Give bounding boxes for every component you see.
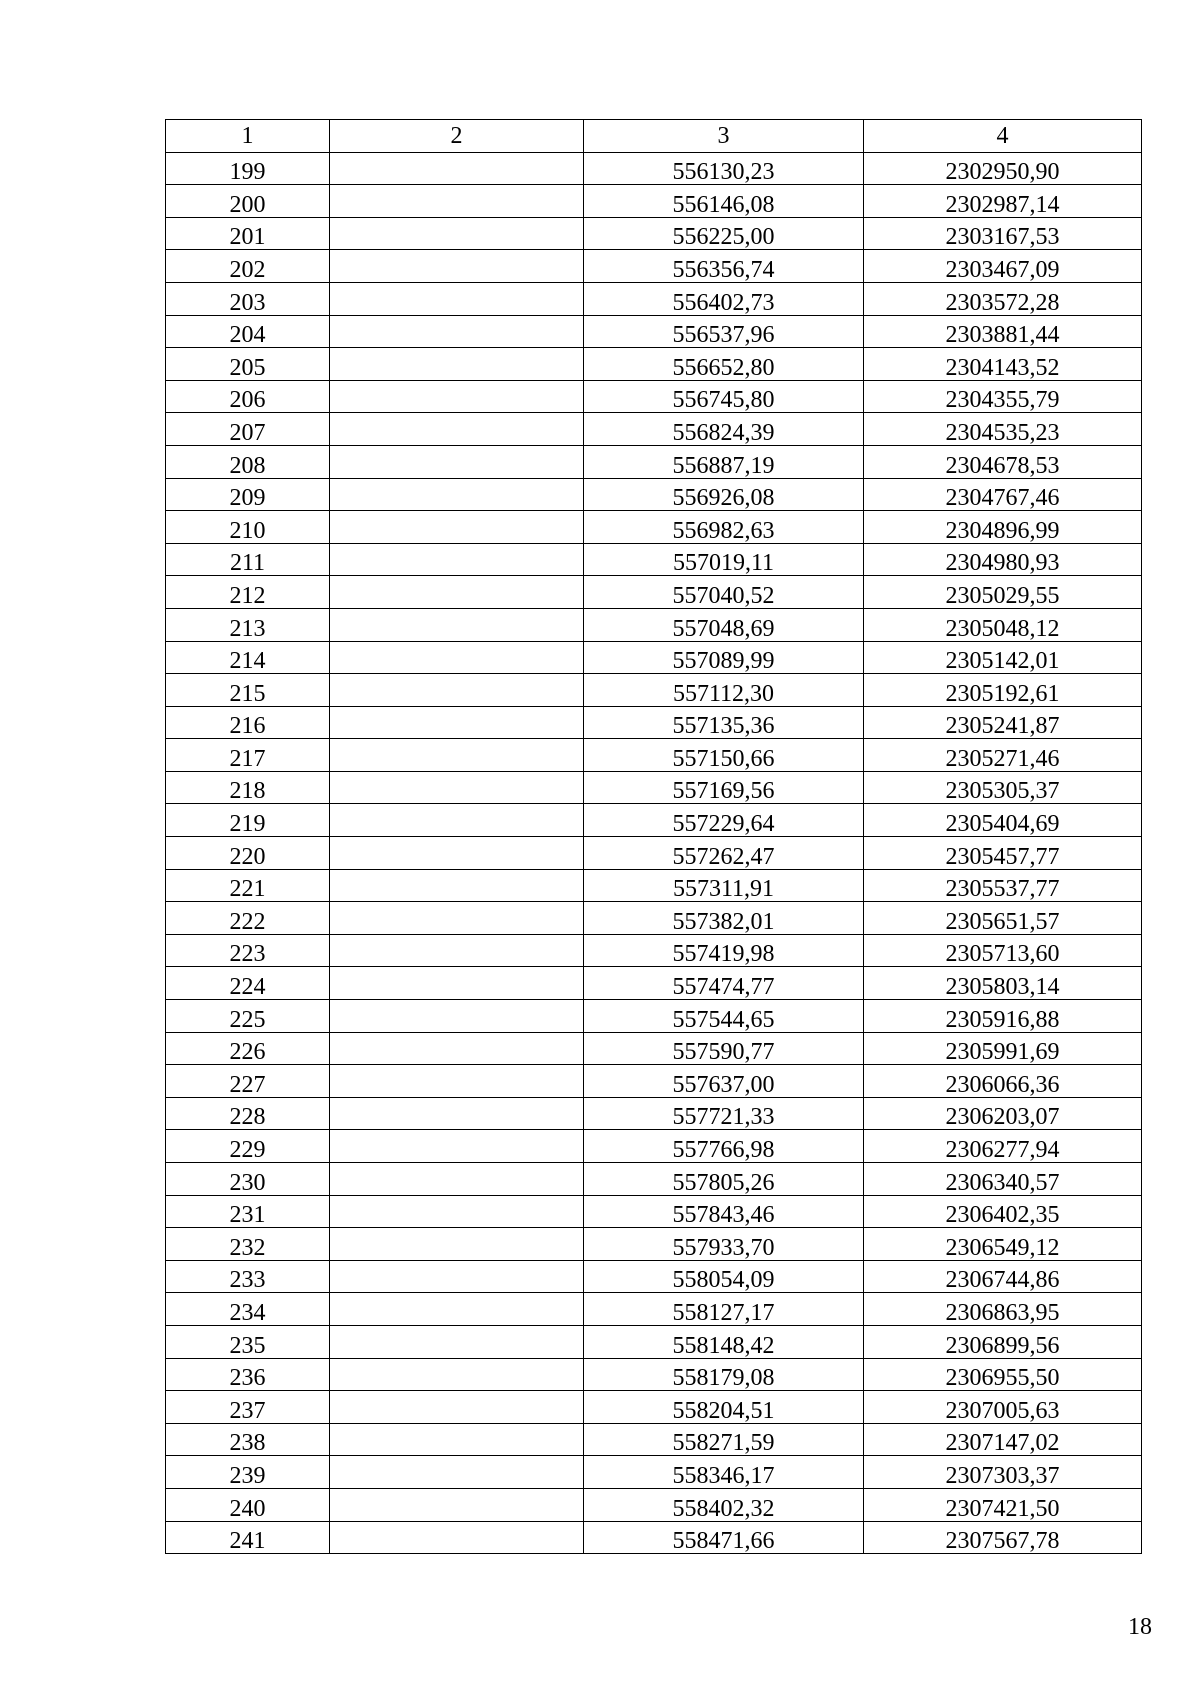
point-number-cell: 205 [166,348,330,381]
page-number: 18 [1128,1614,1152,1640]
y-coordinate-cell: 2304535,23 [864,413,1142,446]
y-coordinate-cell: 2307303,37 [864,1456,1142,1489]
x-coordinate-cell: 557933,70 [584,1228,864,1261]
empty-cell [330,511,584,544]
table-row [166,869,1142,902]
y-coordinate-cell: 2307005,63 [864,1391,1142,1424]
x-coordinate-cell: 556225,00 [584,217,864,250]
x-coordinate-cell: 557019,11 [584,543,864,576]
column-header-1: 1 [166,120,330,153]
x-coordinate-cell: 557544,65 [584,1000,864,1033]
empty-cell [330,1260,584,1293]
point-number-cell: 212 [166,576,330,609]
empty-cell [330,706,584,739]
table-row [166,1293,1142,1326]
x-coordinate-cell: 556745,80 [584,380,864,413]
x-coordinate-cell: 556537,96 [584,315,864,348]
empty-cell [330,1358,584,1391]
table-row [166,1097,1142,1130]
empty-cell [330,413,584,446]
y-coordinate-cell: 2305271,46 [864,739,1142,772]
empty-cell [330,152,584,185]
table-row [166,1032,1142,1065]
empty-cell [330,185,584,218]
column-header-4: 4 [864,120,1142,153]
y-coordinate-cell: 2306955,50 [864,1358,1142,1391]
empty-cell [330,1391,584,1424]
empty-cell [330,739,584,772]
x-coordinate-cell: 556356,74 [584,250,864,283]
empty-cell [330,934,584,967]
table-row [166,739,1142,772]
point-number-cell: 230 [166,1163,330,1196]
point-number-cell: 208 [166,445,330,478]
y-coordinate-cell: 2304896,99 [864,511,1142,544]
y-coordinate-cell: 2303572,28 [864,282,1142,315]
x-coordinate-cell: 557135,36 [584,706,864,739]
x-coordinate-cell: 558346,17 [584,1456,864,1489]
y-coordinate-cell: 2302987,14 [864,185,1142,218]
y-coordinate-cell: 2305241,87 [864,706,1142,739]
point-number-cell: 207 [166,413,330,446]
point-number-cell: 213 [166,608,330,641]
y-coordinate-cell: 2307567,78 [864,1521,1142,1554]
x-coordinate-cell: 558271,59 [584,1423,864,1456]
y-coordinate-cell: 2307421,50 [864,1488,1142,1521]
point-number-cell: 214 [166,641,330,674]
x-coordinate-cell: 557048,69 [584,608,864,641]
point-number-cell: 238 [166,1423,330,1456]
x-coordinate-cell: 557419,98 [584,934,864,967]
table-row [166,185,1142,218]
table-row [166,1325,1142,1358]
empty-cell [330,771,584,804]
empty-cell [330,869,584,902]
y-coordinate-cell: 2306744,86 [864,1260,1142,1293]
empty-cell [330,1293,584,1326]
point-number-cell: 228 [166,1097,330,1130]
table-header-row [166,120,1142,153]
y-coordinate-cell: 2305142,01 [864,641,1142,674]
empty-cell [330,837,584,870]
point-number-cell: 204 [166,315,330,348]
table-row [166,315,1142,348]
point-number-cell: 216 [166,706,330,739]
point-number-cell: 215 [166,674,330,707]
y-coordinate-cell: 2306277,94 [864,1130,1142,1163]
x-coordinate-cell: 557474,77 [584,967,864,1000]
coordinates-table [165,119,1142,1554]
table-row [166,1195,1142,1228]
empty-cell [330,1195,584,1228]
x-coordinate-cell: 557721,33 [584,1097,864,1130]
y-coordinate-cell: 2305991,69 [864,1032,1142,1065]
table-row [166,1065,1142,1098]
empty-cell [330,1521,584,1554]
empty-cell [330,1032,584,1065]
empty-cell [330,902,584,935]
table-row [166,1130,1142,1163]
empty-cell [330,674,584,707]
point-number-cell: 231 [166,1195,330,1228]
empty-cell [330,1097,584,1130]
empty-cell [330,1228,584,1261]
y-coordinate-cell: 2305713,60 [864,934,1142,967]
point-number-cell: 217 [166,739,330,772]
point-number-cell: 224 [166,967,330,1000]
point-number-cell: 223 [166,934,330,967]
column-header-2: 2 [330,120,584,153]
y-coordinate-cell: 2305404,69 [864,804,1142,837]
empty-cell [330,804,584,837]
point-number-cell: 241 [166,1521,330,1554]
table-row [166,641,1142,674]
table-row [166,674,1142,707]
point-number-cell: 232 [166,1228,330,1261]
table-row [166,511,1142,544]
table-row [166,1423,1142,1456]
x-coordinate-cell: 557150,66 [584,739,864,772]
x-coordinate-cell: 556130,23 [584,152,864,185]
x-coordinate-cell: 556652,80 [584,348,864,381]
y-coordinate-cell: 2303467,09 [864,250,1142,283]
y-coordinate-cell: 2304355,79 [864,380,1142,413]
empty-cell [330,217,584,250]
table-row [166,934,1142,967]
x-coordinate-cell: 557843,46 [584,1195,864,1228]
column-header-3: 3 [584,120,864,153]
table-row [166,576,1142,609]
empty-cell [330,478,584,511]
empty-cell [330,1000,584,1033]
point-number-cell: 227 [166,1065,330,1098]
x-coordinate-cell: 557382,01 [584,902,864,935]
table-row [166,902,1142,935]
x-coordinate-cell: 556926,08 [584,478,864,511]
empty-cell [330,1163,584,1196]
x-coordinate-cell: 558204,51 [584,1391,864,1424]
table-row [166,478,1142,511]
table-row [166,1358,1142,1391]
point-number-cell: 229 [166,1130,330,1163]
y-coordinate-cell: 2306203,07 [864,1097,1142,1130]
empty-cell [330,641,584,674]
y-coordinate-cell: 2305916,88 [864,1000,1142,1033]
y-coordinate-cell: 2307147,02 [864,1423,1142,1456]
table-row [166,706,1142,739]
y-coordinate-cell: 2306899,56 [864,1325,1142,1358]
y-coordinate-cell: 2304980,93 [864,543,1142,576]
y-coordinate-cell: 2306066,36 [864,1065,1142,1098]
x-coordinate-cell: 558179,08 [584,1358,864,1391]
x-coordinate-cell: 558127,17 [584,1293,864,1326]
table-row [166,1488,1142,1521]
empty-cell [330,1423,584,1456]
x-coordinate-cell: 558402,32 [584,1488,864,1521]
table-row [166,1456,1142,1489]
point-number-cell: 210 [166,511,330,544]
point-number-cell: 225 [166,1000,330,1033]
x-coordinate-cell: 557311,91 [584,869,864,902]
x-coordinate-cell: 557089,99 [584,641,864,674]
y-coordinate-cell: 2305537,77 [864,869,1142,902]
y-coordinate-cell: 2306340,57 [864,1163,1142,1196]
x-coordinate-cell: 556824,39 [584,413,864,446]
x-coordinate-cell: 556887,19 [584,445,864,478]
point-number-cell: 201 [166,217,330,250]
point-number-cell: 235 [166,1325,330,1358]
y-coordinate-cell: 2305048,12 [864,608,1142,641]
point-number-cell: 220 [166,837,330,870]
x-coordinate-cell: 557262,47 [584,837,864,870]
table-row [166,608,1142,641]
empty-cell [330,445,584,478]
point-number-cell: 222 [166,902,330,935]
point-number-cell: 234 [166,1293,330,1326]
point-number-cell: 202 [166,250,330,283]
table-row [166,1391,1142,1424]
point-number-cell: 219 [166,804,330,837]
y-coordinate-cell: 2305803,14 [864,967,1142,1000]
table-row [166,282,1142,315]
empty-cell [330,1456,584,1489]
y-coordinate-cell: 2303881,44 [864,315,1142,348]
x-coordinate-cell: 556146,08 [584,185,864,218]
x-coordinate-cell: 557040,52 [584,576,864,609]
point-number-cell: 239 [166,1456,330,1489]
table-row [166,217,1142,250]
table-row [166,804,1142,837]
y-coordinate-cell: 2306549,12 [864,1228,1142,1261]
x-coordinate-cell: 557766,98 [584,1130,864,1163]
x-coordinate-cell: 558054,09 [584,1260,864,1293]
empty-cell [330,348,584,381]
table-body [166,152,1142,1554]
empty-cell [330,250,584,283]
y-coordinate-cell: 2305029,55 [864,576,1142,609]
empty-cell [330,967,584,1000]
table-row [166,445,1142,478]
table-row [166,380,1142,413]
table-row [166,1521,1142,1554]
point-number-cell: 240 [166,1488,330,1521]
point-number-cell: 200 [166,185,330,218]
point-number-cell: 218 [166,771,330,804]
empty-cell [330,543,584,576]
y-coordinate-cell: 2306863,95 [864,1293,1142,1326]
table-row [166,413,1142,446]
x-coordinate-cell: 557805,26 [584,1163,864,1196]
point-number-cell: 211 [166,543,330,576]
x-coordinate-cell: 557590,77 [584,1032,864,1065]
y-coordinate-cell: 2302950,90 [864,152,1142,185]
table-row [166,1163,1142,1196]
y-coordinate-cell: 2304143,52 [864,348,1142,381]
empty-cell [330,380,584,413]
table-row [166,771,1142,804]
x-coordinate-cell: 556402,73 [584,282,864,315]
x-coordinate-cell: 557229,64 [584,804,864,837]
x-coordinate-cell: 558471,66 [584,1521,864,1554]
point-number-cell: 221 [166,869,330,902]
empty-cell [330,282,584,315]
empty-cell [330,315,584,348]
point-number-cell: 236 [166,1358,330,1391]
y-coordinate-cell: 2306402,35 [864,1195,1142,1228]
y-coordinate-cell: 2304767,46 [864,478,1142,511]
point-number-cell: 226 [166,1032,330,1065]
table-row [166,348,1142,381]
point-number-cell: 199 [166,152,330,185]
point-number-cell: 233 [166,1260,330,1293]
y-coordinate-cell: 2304678,53 [864,445,1142,478]
y-coordinate-cell: 2305305,37 [864,771,1142,804]
empty-cell [330,1488,584,1521]
point-number-cell: 209 [166,478,330,511]
y-coordinate-cell: 2303167,53 [864,217,1142,250]
x-coordinate-cell: 557637,00 [584,1065,864,1098]
empty-cell [330,1325,584,1358]
empty-cell [330,1065,584,1098]
table-row [166,1260,1142,1293]
table-row [166,1228,1142,1261]
table-row [166,250,1142,283]
point-number-cell: 203 [166,282,330,315]
x-coordinate-cell: 557169,56 [584,771,864,804]
table-row [166,152,1142,185]
y-coordinate-cell: 2305651,57 [864,902,1142,935]
x-coordinate-cell: 556982,63 [584,511,864,544]
x-coordinate-cell: 557112,30 [584,674,864,707]
empty-cell [330,1130,584,1163]
empty-cell [330,576,584,609]
x-coordinate-cell: 558148,42 [584,1325,864,1358]
y-coordinate-cell: 2305457,77 [864,837,1142,870]
table-row [166,837,1142,870]
table-row [166,1000,1142,1033]
point-number-cell: 206 [166,380,330,413]
table-row [166,543,1142,576]
table-row [166,967,1142,1000]
point-number-cell: 237 [166,1391,330,1424]
y-coordinate-cell: 2305192,61 [864,674,1142,707]
empty-cell [330,608,584,641]
